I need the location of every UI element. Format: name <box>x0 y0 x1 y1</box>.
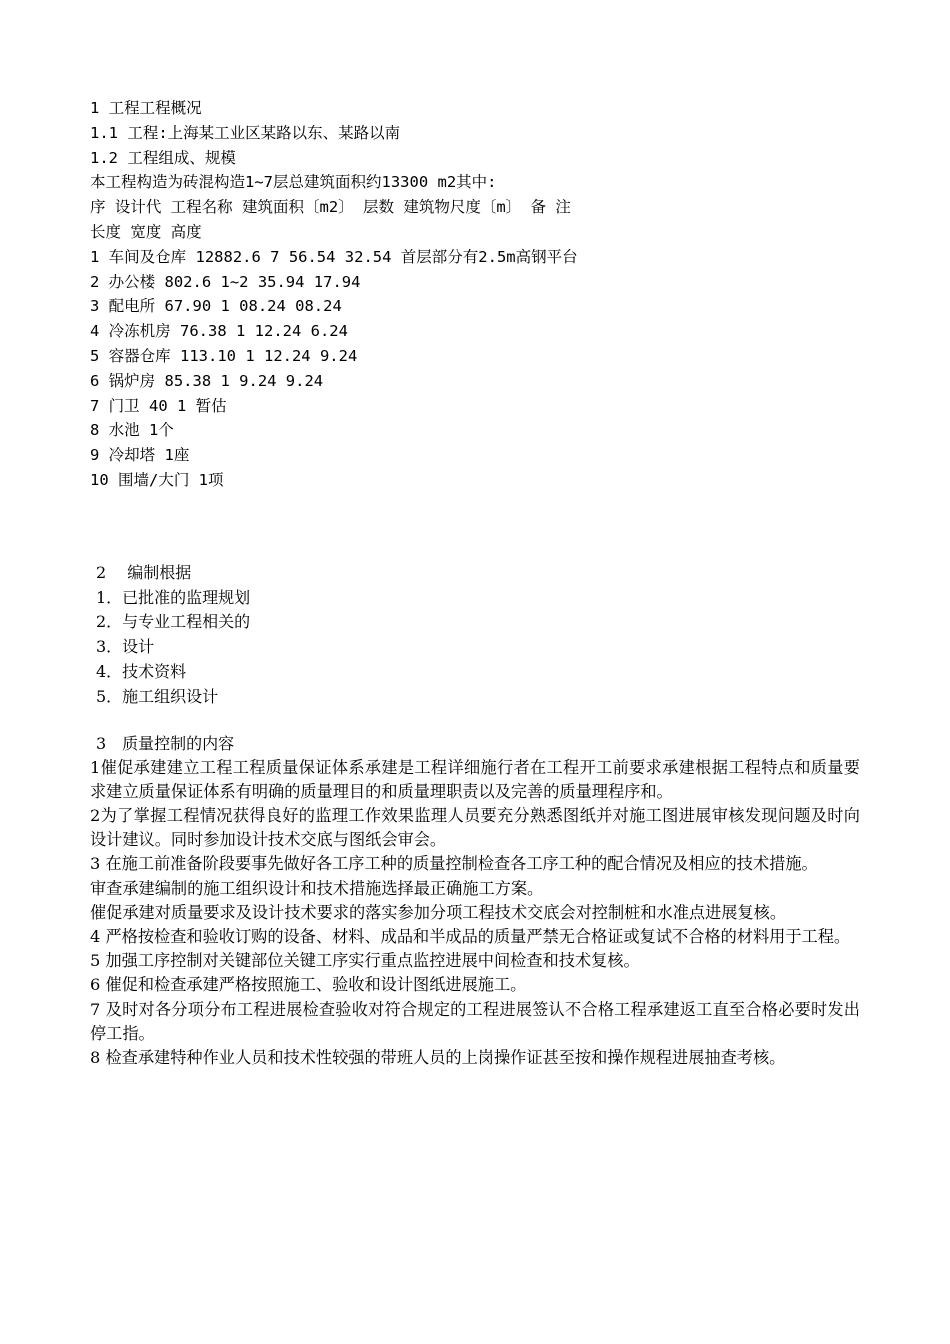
table-row: 8 水池 1个 <box>90 421 174 440</box>
table-row: 7 门卫 40 1 暂估 <box>90 396 227 415</box>
list-item: 5．施工组织设计 <box>96 686 219 706</box>
project-location: 1.1 工程:上海某工业区某路以东、某路以南 <box>90 123 401 142</box>
spacer <box>90 493 860 561</box>
table-row: 2 办公楼 802.6 1~2 35.94 17.94 <box>90 272 361 291</box>
table-row: 9 冷却塔 1座 <box>90 446 190 465</box>
project-composition-heading: 1.2 工程组成、规模 <box>90 148 236 167</box>
section-quality-control <box>90 731 860 1071</box>
list-item: 2．与专业工程相关的 <box>96 612 251 632</box>
table-row: 3 配电所 67.90 1 08.24 08.24 <box>90 297 342 316</box>
table-subheader-row: 长度 宽度 高度 <box>90 222 202 241</box>
structure-summary: 本工程构造为砖混构造1~7层总建筑面积约13300 m2其中: <box>90 173 497 192</box>
section-1-heading: 1 工程工程概况 <box>90 99 202 117</box>
table-row: 4 冷冻机房 76.38 1 12.24 6.24 <box>90 322 348 341</box>
table-row: 5 容器仓库 113.10 1 12.24 9.24 <box>90 346 358 365</box>
paragraph: 审查承建编制的施工组织设计和技术措施选择最正确施工方案。 <box>90 878 544 898</box>
section-compilation-basis <box>90 561 860 710</box>
table-header-row: 序 设计代 工程名称 建筑面积〔m2〕 层数 建筑物尺度〔m〕 备 注 <box>90 198 571 217</box>
list-item: 3．设计 <box>96 637 155 657</box>
paragraph: 8 检查承建特种作业人员和技术性较强的带班人员的上岗操作证甚至按和操作规程进展抽查考核。 <box>90 1047 786 1067</box>
section-3-heading: 3 质量控制的内容 <box>96 733 235 753</box>
section-2-heading: 2 编制根据 <box>96 562 192 582</box>
paragraph: 1催促承建建立工程工程质量保证体系承建是工程详细施行者在工程开工前要求承建根据工程特点和质量要求建立质量保证体系有明确的质量理目的和质量理职责以及完善的质量理程序和。 <box>90 757 860 801</box>
list-item: 1．已批准的监理规划 <box>96 587 251 607</box>
paragraph: 6 催促和检查承建严格按照施工、验收和设计图纸进展施工。 <box>90 975 527 995</box>
list-item: 4．技术资料 <box>96 661 187 681</box>
paragraph: 催促承建对质量要求及设计技术要求的落实参加分项工程技术交底会对控制桩和水准点进展复核。 <box>90 902 787 922</box>
table-row: 1 车间及仓库 12882.6 7 56.54 32.54 首层部分有2.5m高钢平台 <box>90 247 578 266</box>
table-row: 6 锅炉房 85.38 1 9.24 9.24 <box>90 371 324 390</box>
paragraph: 2为了掌握工程情况获得良好的监理工作效果监理人员要充分熟悉图纸并对施工图进展审核发现问题及时向设计建议。同时参加设计技术交底与图纸会审会。 <box>90 805 860 850</box>
spacer <box>90 710 860 731</box>
paragraph: 7 及时对各分项分布工程进展检查验收对符合规定的工程进展签认不合格工程承建返工直至合格必要时发出停工指。 <box>90 999 860 1043</box>
table-row: 10 围墙/大门 1项 <box>90 470 224 489</box>
section-project-overview <box>90 96 860 493</box>
paragraph: 3 在施工前准备阶段要事先做好各工序工种的质量控制检查各工序工种的配合情况及相应的技术措施。 <box>90 854 818 874</box>
paragraph: 5 加强工序控制对关键部位关键工序实行重点监控进展中间检查和技术复核。 <box>90 951 640 971</box>
paragraph: 4 严格按检查和验收订购的设备、材料、成品和半成品的质量严禁无合格证或复试不合格的材料用于工程。 <box>90 926 851 946</box>
